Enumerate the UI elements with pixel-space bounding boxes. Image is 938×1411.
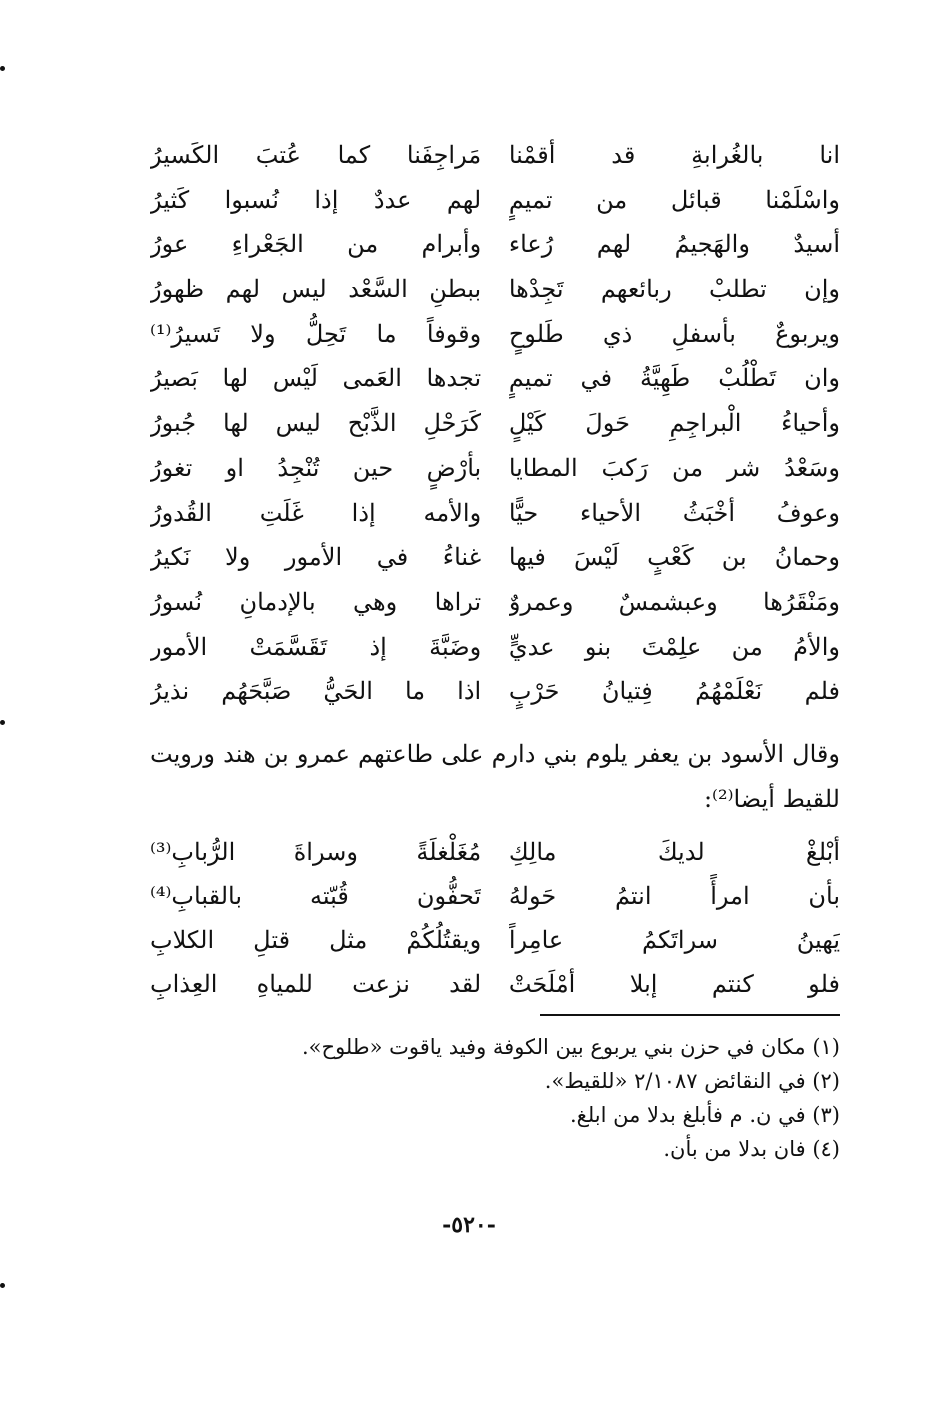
hemistich-second: تَحفُّون قُبّته بالقبابِ⁽⁴⁾ — [150, 881, 482, 910]
hemistich-first: أسيدٌ والهَجيمُ لهم رُعاء — [508, 230, 840, 259]
verse-line — [150, 962, 840, 1006]
hemistich-first: وحمانُ بن كَعْبٍ لَيْسَ فيها — [508, 543, 840, 572]
verse-line — [150, 535, 840, 580]
hemistich-second: تجدها العَمى لَيْس لها بَصيرُ — [150, 364, 482, 393]
hemistich-first: واسْلَمْنا قبائل من تميمٍ — [508, 185, 840, 214]
hemistich-second: ببطنِ السَّعْد ليس لهم ظهورُ — [150, 275, 482, 304]
hemistich-second: بأرْضٍ حين تُنْجِدُ او تغورُ — [150, 453, 482, 482]
hemistich-first: انا بالغُرابةِ قد أقمْنا — [508, 141, 840, 169]
hemistich-second: ويقتُلُكُمْ مثل قتلِ الكلابِ — [150, 925, 482, 954]
verse-line — [150, 580, 840, 625]
hemistich-second: غناءُ في الأمور ولا نَكيرُ — [150, 543, 482, 572]
verse-line — [150, 222, 840, 267]
hemistich-second: وقوفاً ما تَحِلُّ ولا تَسيرُ⁽¹⁾ — [150, 319, 482, 348]
hemistich-first: وان تَطْلُبْ طَهِيَّةُ في تميمٍ — [508, 364, 840, 393]
hemistich-second: مُغَلْغلَةً وسراةَ الرُّبابِ⁽³⁾ — [150, 837, 482, 866]
verse-line — [150, 312, 840, 357]
verse-line — [150, 830, 840, 874]
hemistich-second: وأبرام من الجَعْراءِ عورُ — [150, 230, 482, 259]
hemistich-first: فلم نَعْلَمْهُمُ فِتيانُ حَرْبٍ — [508, 677, 840, 706]
hemistich-first: وسَعْدُ شر من رَكبَ المطايا — [508, 453, 840, 482]
hemistich-first: فلو كنتم إبلا أمْلَحَتْ — [508, 969, 840, 998]
verse-line — [150, 669, 840, 714]
hemistich-second: والأمه إذا غَلَتِ القُدورُ — [150, 498, 482, 527]
hemistich-second: كَرَحْلِ الذَّبْح ليس لها جُبورُ — [150, 409, 482, 438]
hemistich-first: والأمُ من علِمْتَ بنو عديٍّ — [508, 632, 840, 661]
verse-line — [150, 918, 840, 962]
hemistich-first: أبْلغْ لديكَ مالِكِ — [508, 837, 840, 866]
hemistich-first: وعوفُ أخْبَثُ الأحياء حيًّا — [508, 498, 840, 527]
hemistich-first: بأن امرأً انتمُ حَولهُ — [508, 881, 840, 910]
prose-intro: وقال الأسود بن يعفر يلوم بني دارم على طاعتهم عمرو بن هند ورويت للقيط أيضا⁽²⁾: — [150, 739, 840, 813]
footnote: (٣) في ن. م فأبلغ بدلا من ابلغ. — [569, 1102, 840, 1127]
hemistich-second: تراها وهي بالإدمانِ نُسورُ — [150, 587, 482, 616]
scan-edge-mark-bottom — [0, 1283, 5, 1288]
footnote: (١) مكان في حزن بني يربوع بين الكوفة وفيد ياقوت «طلوح». — [302, 1034, 840, 1059]
verse-line — [150, 874, 840, 918]
scan-edge-mark-middle — [0, 720, 5, 725]
verse-line — [150, 491, 840, 536]
poem-b — [150, 830, 840, 1006]
scan-edge-mark-top — [0, 66, 5, 71]
poem-a — [150, 133, 840, 714]
footnote: (٤) فان بدلا من بأن. — [663, 1136, 840, 1161]
verse-line — [150, 446, 840, 491]
page-number: -٥٢٠- — [442, 1212, 496, 1238]
hemistich-second: وضَبَّةَ إذ تَقَسَّمَتْ الأمور — [150, 632, 482, 661]
verse-line — [150, 133, 840, 178]
hemistich-first: ومَنْقَرُها وعبشمسٌ وعمروٌ — [508, 587, 840, 616]
hemistich-first: وأحياءُ الْبراجِمِ حَولَ كَيْلٍ — [508, 409, 840, 438]
footnote: (٢) في النقائض ٢/١٠٨٧ «للقيط». — [544, 1068, 840, 1093]
verse-line — [150, 178, 840, 223]
hemistich-second: لهم عددٌ إذا نُسبوا كَثيرُ — [150, 185, 482, 214]
verse-line — [150, 625, 840, 670]
text-area — [150, 133, 840, 1166]
hemistich-first: ويربوعٌ بأسفلِ ذي طَلوحٍ — [508, 319, 840, 348]
verse-line — [150, 267, 840, 312]
footnotes — [150, 1030, 840, 1166]
hemistich-first: وإن تطلبْ ربائعهم تَجِدْها — [508, 275, 840, 304]
hemistich-second: مَراجِفَنا كما عُتبَ الكَسيرُ — [150, 141, 482, 169]
hemistich-first: يَهينُ سراتَكمُ عامِراً — [508, 925, 840, 954]
footnote-divider — [540, 1014, 840, 1016]
verse-line — [150, 401, 840, 446]
hemistich-second: لقد نزعت للمياهِ العِذابِ — [150, 969, 482, 998]
verse-line — [150, 356, 840, 401]
hemistich-second: اذا ما الحَيُّ صَبَّحَهُم نذيرُ — [150, 677, 482, 706]
